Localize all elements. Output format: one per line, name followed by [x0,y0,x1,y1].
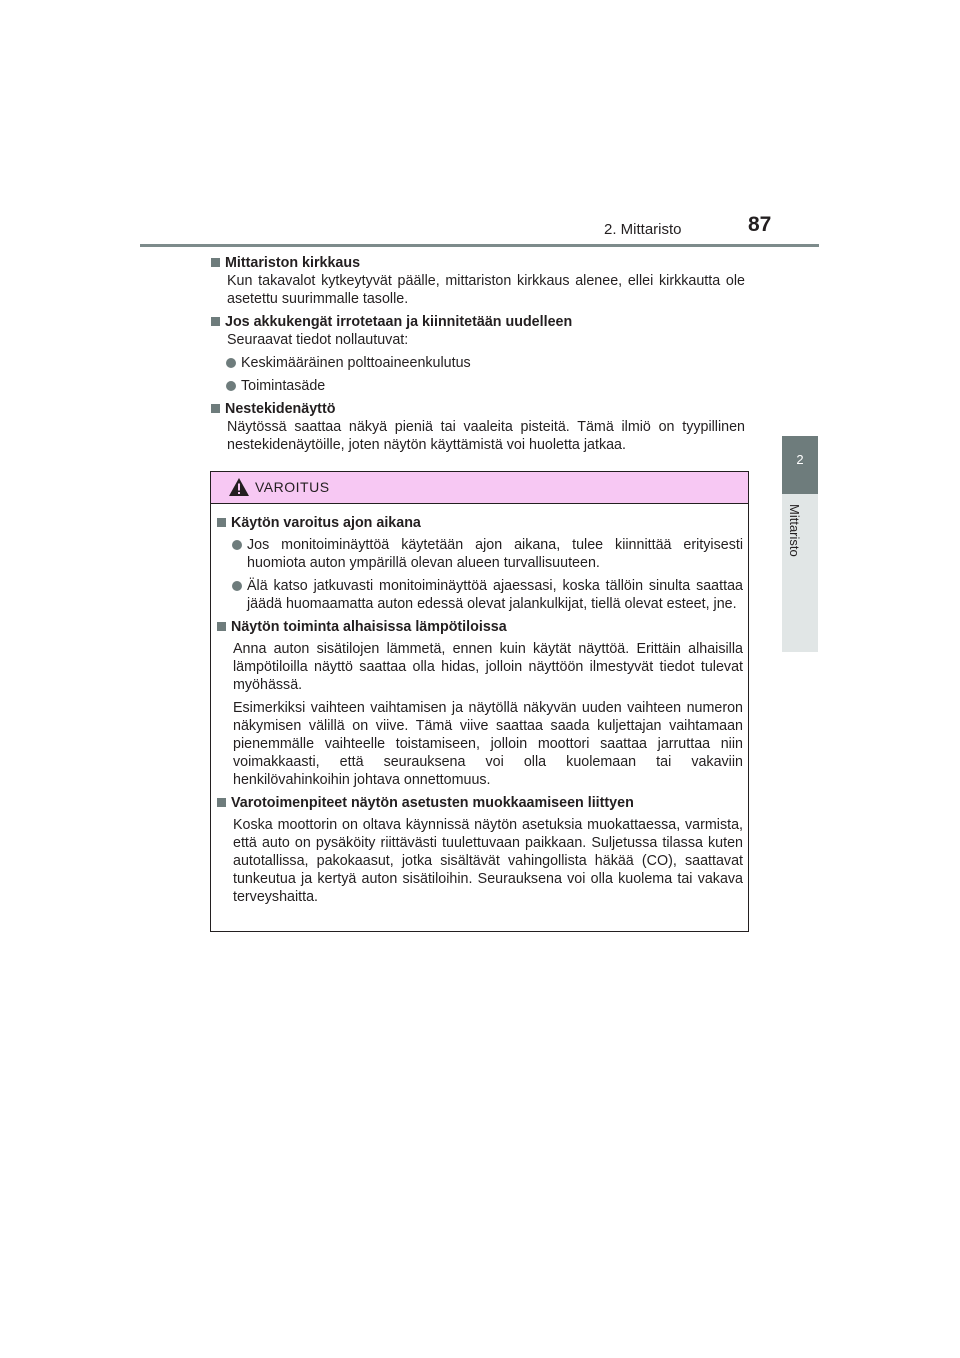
chapter-tab-label: Mittaristo [787,504,802,557]
warning-heading [216,794,743,812]
section-heading [210,400,745,418]
chapter-tab-number: 2 [796,452,804,467]
warning-list-item [216,577,743,613]
warning-list-item-text: Älä katso jatkuvasti monitoiminäyttöä ajaessasi, koska tällöin sinulta saattaa jäädä huomaamatta auton edessä olevat jalankulkijat, tiellä olevat esteet, jne. [247,578,743,612]
list-item [210,354,745,372]
warning-heading-text: Varotoimenpiteet näytön asetusten muokkaamiseen liittyen [231,795,634,811]
square-bullet-icon [211,258,220,267]
square-bullet-icon [217,798,226,807]
header-section-title: 2. Mittaristo [604,221,682,238]
main-content [210,254,745,454]
warning-box [210,471,749,932]
warning-heading [216,618,743,636]
header-divider [140,244,819,247]
warning-heading-text: Näytön toiminta alhaisissa lämpötiloissa [231,619,507,635]
section-text: Seuraavat tiedot nollautuvat: [227,332,409,348]
round-bullet-icon [232,540,242,550]
warning-title: VAROITUS [255,479,330,495]
section-heading-text: Nestekidenäyttö [225,401,336,417]
warning-heading [216,514,743,532]
square-bullet-icon [217,622,226,631]
round-bullet-icon [226,381,236,391]
square-bullet-icon [211,317,220,326]
section-heading [210,313,745,331]
warning-body [216,514,743,906]
warning-text: Esimerkiksi vaihteen vaihtamisen ja näytöllä näkyvän uuden vaihteen numeron näkymisen välillä on viive. Tämä viive saattaa saada kuljettajan vaihtamaan pienemmälle vaihteelle toistamiseen, jolloin moottori saattaa jarruttaa niin voimakkaasti, että seurauksena voi olla kuolemaan tai vakaviin henkilövahinkoihin johtava onnettomuus. [233,700,743,788]
warning-triangle-icon [228,477,250,497]
warning-header [211,472,748,504]
section-heading [210,254,745,272]
warning-heading-text: Käytön varoitus ajon aikana [231,515,421,531]
section-heading-text: Jos akkukengät irrotetaan ja kiinnitetään uudelleen [225,314,573,330]
round-bullet-icon [232,581,242,591]
section-heading-text: Mittariston kirkkaus [225,255,361,271]
square-bullet-icon [211,404,220,413]
warning-text: Koska moottorin on oltava käynnissä näytön asetuksia muokattaessa, varmista, että auto on pysäköity riittävästi tuulettuvaan paikkaan. Suljetussa tilassa kuten autotallissa, pakokaasut, jotka sisältävät vahingollista häkää (CO), saattavat tunkeutua ja kertyä auton sisätiloihin. Seurauksena voi olla kuolema tai vakava terveyshaitta. [233,817,743,905]
page-number: 87 [748,213,772,236]
list-item-text: Keskimääräinen polttoaineenkulutus [241,355,471,371]
section-text: Kun takavalot kytkeytyvät päälle, mittariston kirkkaus alenee, ellei kirkkautta ole asetettu suurimmalle tasolle. [227,273,745,307]
round-bullet-icon [226,358,236,368]
warning-list-item-text: Jos monitoiminäyttöä käytetään ajon aikana, tulee kiinnittää erityisesti huomiota auton ympärillä olevan alueen turvallisuuteen. [247,537,743,571]
warning-list-item [216,536,743,572]
square-bullet-icon [217,518,226,527]
warning-text: Anna auton sisätilojen lämmetä, ennen kuin käytät näyttöä. Erittäin alhaisilla lämpötiloilla näyttö saattaa olla hidas, jolloin näyttöön ilmestyvät tiedot tulevat myöhässä. [233,641,743,693]
list-item [210,377,745,395]
list-item-text: Toimintasäde [241,378,326,394]
section-text: Näytössä saattaa näkyä pieniä tai vaaleita pisteitä. Tämä ilmiö on tyypillinen nestekidenäytöille, joten näytön käyttämistä voi huoletta jatkaa. [227,419,745,453]
